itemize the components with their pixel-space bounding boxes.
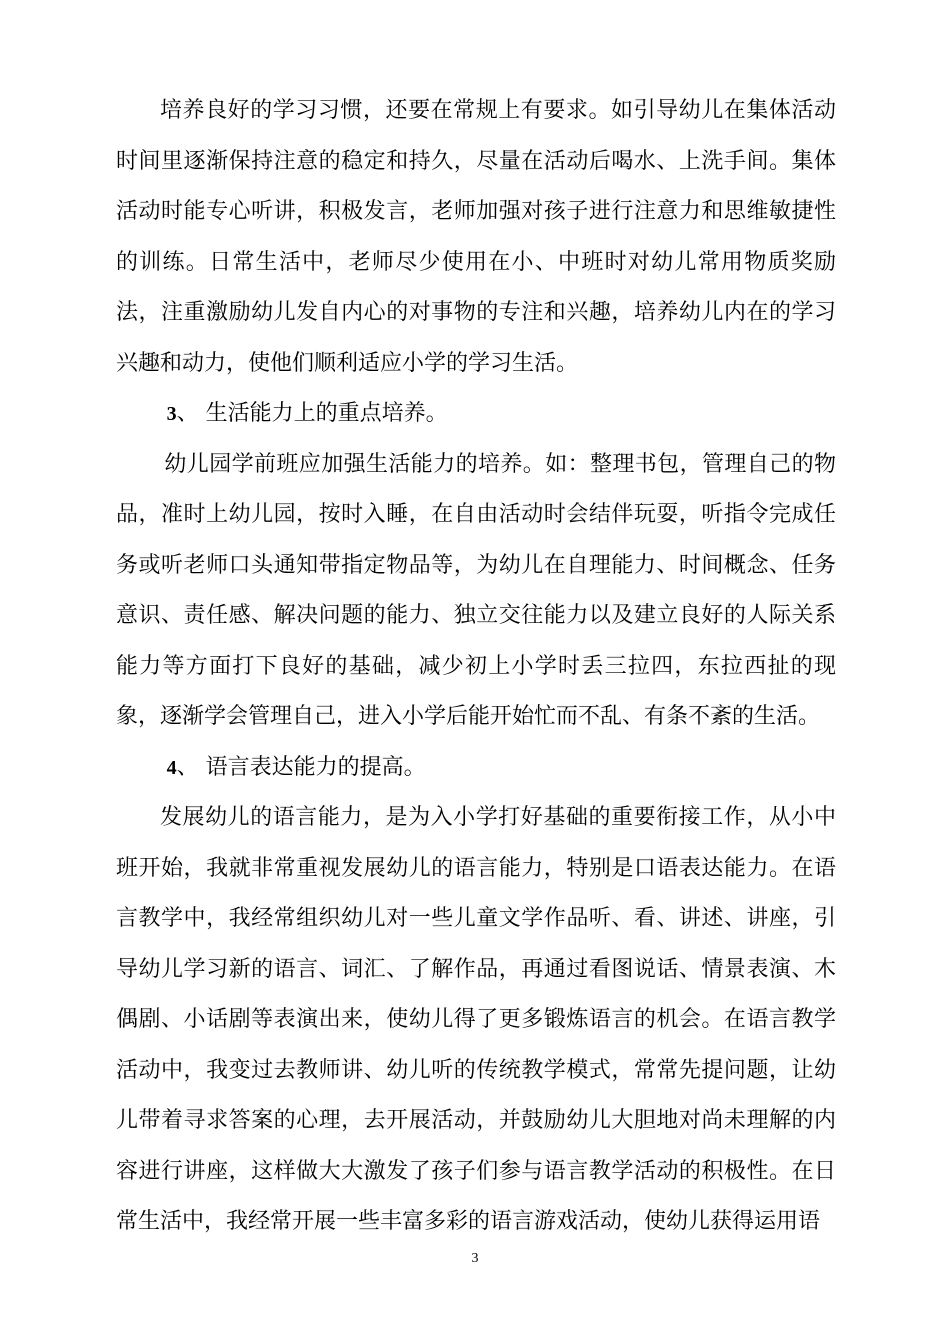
document-body: [116, 86, 836, 1248]
page-number: 3: [471, 1251, 479, 1266]
section-title: 、 语言表达能力的提高。: [176, 754, 426, 780]
section-number: 4: [166, 756, 177, 779]
section-heading-life-skills: [116, 389, 836, 440]
paragraph-study-habits: 培养良好的学习习惯，还要在常规上有要求。如引导幼儿在集体活动时间里逐渐保持注意的稳定和持久，尽量在活动后喝水、上洗手间。集体活动时能专心听讲，积极发言，老师加强对孩子进行注意力和思维敏捷性的训练。日常生活中，老师尽少使用在小、中班时对幼儿常用物质奖励法，注重激励幼儿发自内心的对事物的专注和兴趣，培养幼儿内在的学习兴趣和动力，使他们顺利适应小学的学习生活。: [116, 98, 836, 376]
section-title: 、 生活能力上的重点培养。: [176, 401, 448, 426]
paragraph-language: 发展幼儿的语言能力，是为入小学打好基础的重要衔接工作，从小中班开始，我就非常重视发展幼儿的语言能力，特别是口语表达能力。在语言教学中，我经常组织幼儿对一些儿童文学作品听、看、讲述、讲座，引导幼儿学习新的语言、词汇、了解作品，再通过看图说话、情景表演、木偶剧、小话剧等表演出来，使幼儿得了更多锻炼语言的机会。在语言教学活动中，我变过去教师讲、幼儿听的传统教学模式，常常先提问题，让幼儿带着寻求答案的心理，去开展活动，并鼓励幼儿大胆地对尚未理解的内容进行讲座，这样做大大激发了孩子们参与语言教学活动的积极性。在日常生活中，我经常开展一些丰富多彩的语言游戏活动，使幼儿获得运用语: [116, 805, 836, 1234]
paragraph-life-skills: 幼儿园学前班应加强生活能力的培养。如：整理书包，管理自己的物品，准时上幼儿园，按时入睡，在自由活动时会结伴玩耍，听指令完成任务或听老师口头通知带指定物品等，为幼儿在自理能力、时间概念、任务意识、责任感、解决问题的能力、独立交往能力以及建立良好的人际关系能力等方面打下良好的基础，减少初上小学时丢三拉四，东拉西扯的现象，逐渐学会管理自己，进入小学后能开始忙而不乱、有条不紊的生活。: [116, 451, 836, 729]
section-number: 3: [166, 403, 177, 425]
section-heading-language: [116, 743, 836, 794]
